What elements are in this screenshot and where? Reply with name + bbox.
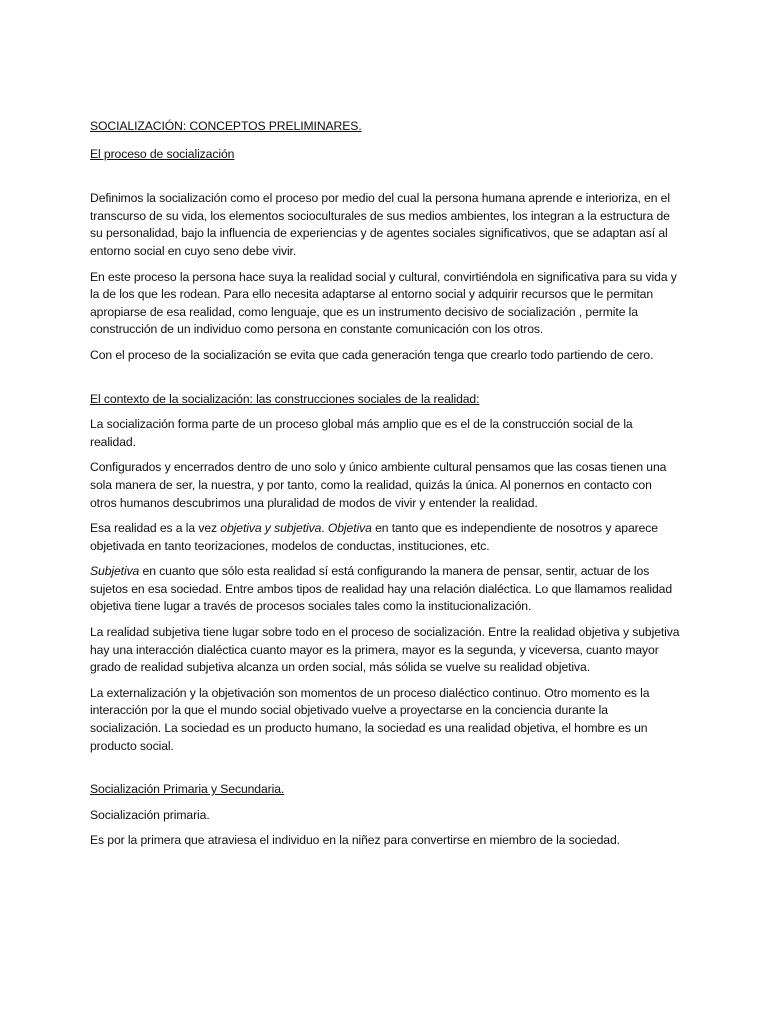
section-heading-contexto: El contexto de la socialización: las construcciones sociales de la realidad: <box>90 391 480 406</box>
italic-text: objetiva y subjetiva <box>220 521 322 536</box>
paragraph: Con el proceso de la socialización se evita que cada generación tenga que crearlo todo partiendo de cero. <box>90 347 654 362</box>
italic-text: Objetiva <box>327 521 372 536</box>
document-body <box>90 118 680 850</box>
section-heading-socializacion: Socialización Primaria y Secundaria. <box>90 782 285 797</box>
subheading-primaria: Socialización primaria. <box>90 807 210 822</box>
paragraph: Es por la primera que atraviesa el individuo en la niñez para convertirse en miembro de la sociedad. <box>90 833 620 848</box>
paragraph: La socialización forma parte de un proceso global más amplio que es el de la construcción social de la realidad. <box>90 417 633 449</box>
paragraph: La realidad subjetiva tiene lugar sobre todo en el proceso de socialización. Entre la realidad objetiva y subjetiva hay una interacción dialéctica cuanto mayor es la primera, mayor es la segunda, y viceversa, cuanto mayor grado de realidad subjetiva alcanza un orden social, más sólida se vuelve su realidad objetiva. <box>90 625 680 675</box>
paragraph: La externalización y la objetivación son momentos de un proceso dialéctico continuo. Otro momento es la interacción por la que el mundo social objetivado vuelve a proyectarse en la conciencia durante la socialización. La sociedad es un producto humano, la sociedad es una realidad objetiva, el hombre es un producto social. <box>90 685 650 753</box>
text-run: Esa realidad es a la vez <box>90 521 221 536</box>
paragraph <box>90 520 680 555</box>
paragraph: Definimos la socialización como el proceso por medio del cual la persona humana aprende e interioriza, en el transcurso de su vida, los elementos socioculturales de sus medios ambientes, los integran a la estructura de su personalidad, bajo la influencia de experiencias y de agentes sociales significativos, que se adaptan así al entorno social en cuyo seno debe vivir. <box>90 191 670 258</box>
paragraph <box>90 563 680 616</box>
section-heading-proceso: El proceso de socialización <box>90 146 235 161</box>
paragraph: Configurados y encerrados dentro de uno solo y único ambiente cultural pensamos que las cosas tienen una sola manera de ser, la nuestra, y por tanto, como la realidad, quizás la única. Al ponernos en contacto con otros humanos descubrimos una pluralidad de modos de vivir y entender la realidad. <box>90 460 667 510</box>
document-title: SOCIALIZACIÓN: CONCEPTOS PRELIMINARES. <box>90 119 362 133</box>
italic-text: Subjetiva <box>90 564 140 579</box>
text-run: en tanto que es independiente de nosotros y aparece objetivada en tanto teorizaciones, modelos de conductas, instituciones, etc. <box>90 521 658 553</box>
paragraph: En este proceso la persona hace suya la realidad social y cultural, convirtiéndola en significativa para su vida y la de los que les rodean. Para ello necesita adaptarse al entorno social y adquirir recursos que le permitan apropiarse de esa realidad, como lenguaje, que es un instrumento decisivo de socialización , permite la construcción de un individuo como persona en constante comunicación con los otros. <box>90 269 677 337</box>
text-run: . <box>321 521 328 536</box>
text-run: en cuanto que sólo esta realidad sí está configurando la manera de pensar, sentir, actuar de los sujetos en esa sociedad. Entre ambos tipos de realidad hay una relación dialéctica. Lo que llamamos realidad objetiva tiene lugar a través de procesos sociales tales como la institucionalización. <box>90 564 673 614</box>
